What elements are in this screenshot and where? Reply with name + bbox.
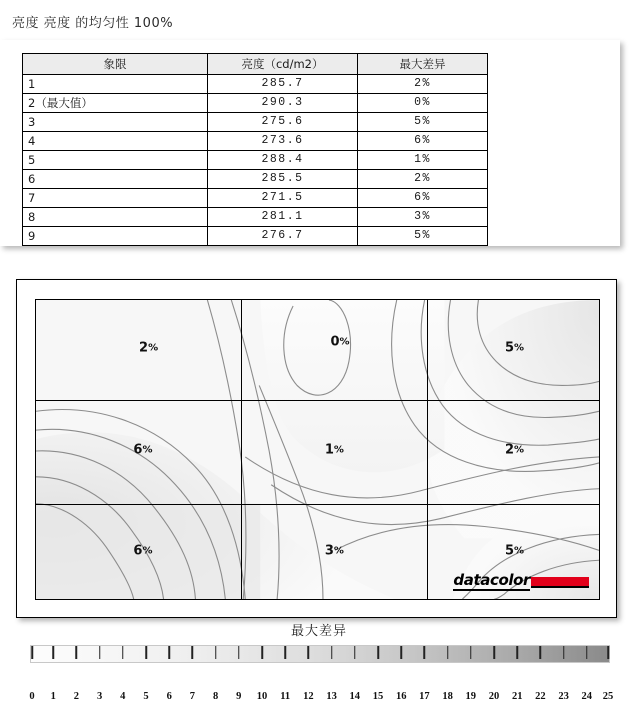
column-header-deviation: 最大差异 xyxy=(358,54,488,75)
table-row xyxy=(23,132,488,151)
legend-title: 最大差异 xyxy=(290,624,347,639)
legend-tick-mark xyxy=(215,646,217,659)
percent-sign: % xyxy=(514,342,525,354)
legend-gradient xyxy=(30,645,610,663)
quadrant-value: 3 xyxy=(324,543,334,559)
legend-tick-label: 21 xyxy=(511,691,523,702)
quadrant-value: 0 xyxy=(330,334,340,350)
legend-tick-mark xyxy=(192,646,194,659)
cell-luminance: 285.7 xyxy=(208,75,358,94)
cell-luminance: 288.4 xyxy=(208,151,358,170)
cell-luminance: 281.1 xyxy=(208,208,358,227)
percent-sign: % xyxy=(142,545,153,557)
legend-tick-mark xyxy=(31,646,33,659)
datacolor-red-bar xyxy=(531,577,589,588)
legend-tick-label: 8 xyxy=(212,691,219,702)
cell-deviation: 1% xyxy=(358,151,488,170)
quadrant-deviation-label xyxy=(139,340,158,355)
legend-tick-mark xyxy=(168,646,170,659)
legend-tick-mark xyxy=(516,646,518,659)
legend-tick-label: 11 xyxy=(280,691,291,702)
cell-luminance: 290.3 xyxy=(208,94,358,113)
legend-tick-mark xyxy=(400,646,402,659)
legend-tick-label: 16 xyxy=(395,691,407,702)
legend-tick-mark xyxy=(493,646,495,659)
legend-tick-label: 24 xyxy=(581,691,593,702)
legend-tick-mark xyxy=(52,646,54,659)
grid-line-vertical-1 xyxy=(241,300,242,599)
legend-tick-mark xyxy=(354,646,356,659)
legend-tick-label: 13 xyxy=(326,691,337,702)
legend-tick-label: 10 xyxy=(256,691,268,702)
legend-tick-mark xyxy=(540,646,542,659)
percent-sign: % xyxy=(514,444,525,455)
cell-luminance: 276.7 xyxy=(208,227,358,246)
table-header-row xyxy=(23,54,488,75)
legend-tick-label: 6 xyxy=(166,691,172,702)
legend-tick-label: 2 xyxy=(73,691,80,702)
table-row xyxy=(23,208,488,227)
legend-tick-mark xyxy=(331,646,333,659)
legend-tick-label: 5 xyxy=(143,691,149,702)
uniformity-table xyxy=(22,53,488,246)
quadrant-value: 2 xyxy=(139,340,149,356)
cell-luminance: 285.5 xyxy=(208,170,358,189)
colorbar-legend xyxy=(0,620,638,702)
percent-sign: % xyxy=(148,342,159,354)
legend-tick-mark xyxy=(238,646,240,659)
grid-line-horizontal-2 xyxy=(36,504,599,505)
percent-sign: % xyxy=(514,545,525,557)
grid-line-vertical-2 xyxy=(427,300,428,599)
legend-tick-label: 15 xyxy=(372,691,384,702)
legend-tick-label: 19 xyxy=(465,691,477,702)
percent-sign: % xyxy=(339,336,350,348)
cell-deviation: 6% xyxy=(358,132,488,151)
cell-quadrant: 1 xyxy=(23,75,208,94)
legend-tick-label: 23 xyxy=(558,691,569,702)
table-row xyxy=(23,94,488,113)
quadrant-value: 6 xyxy=(133,543,143,559)
cell-deviation: 2% xyxy=(358,75,488,94)
cell-quadrant: 3 xyxy=(23,113,208,132)
legend-tick-mark xyxy=(424,646,426,659)
quadrant-value: 2 xyxy=(505,442,515,457)
legend-tick-mark xyxy=(284,646,286,659)
contour-map xyxy=(35,299,600,600)
quadrant-deviation-label xyxy=(330,334,349,349)
table-body xyxy=(23,75,488,246)
table-row xyxy=(23,113,488,132)
legend-tick-label: 1 xyxy=(50,691,56,702)
percent-sign: % xyxy=(333,444,344,455)
quadrant-deviation-label xyxy=(325,544,344,559)
cell-quadrant: 7 xyxy=(23,189,208,208)
legend-tick-label: 4 xyxy=(120,691,126,702)
cell-deviation: 6% xyxy=(358,189,488,208)
cell-quadrant: 6 xyxy=(23,170,208,189)
legend-tick-label: 7 xyxy=(189,691,196,702)
quadrant-value: 1 xyxy=(324,442,334,457)
legend-tick-mark xyxy=(122,646,124,659)
legend-tick-mark xyxy=(145,646,147,659)
column-header-quadrant: 象限 xyxy=(23,54,208,75)
table-row xyxy=(23,170,488,189)
legend-tick-mark xyxy=(563,646,565,659)
quadrant-deviation-label xyxy=(505,442,524,457)
legend-tick-label: 22 xyxy=(535,691,546,702)
legend-tick-label: 9 xyxy=(236,691,242,702)
column-header-luminance: 亮度（cd/m2） xyxy=(208,54,358,75)
cell-quadrant: 8 xyxy=(23,208,208,227)
quadrant-deviation-label xyxy=(133,442,152,457)
percent-sign: % xyxy=(333,545,344,557)
legend-tick-label: 18 xyxy=(442,691,453,702)
cell-quadrant: 5 xyxy=(23,151,208,170)
table-row xyxy=(23,189,488,208)
legend-tick-mark xyxy=(261,646,263,659)
legend-tick-mark xyxy=(470,646,472,659)
page-title: 亮度 亮度 的均匀性 100% xyxy=(12,16,174,31)
legend-tick-mark xyxy=(76,646,78,659)
cell-deviation: 5% xyxy=(358,227,488,246)
cell-deviation: 3% xyxy=(358,208,488,227)
legend-tick-label: 20 xyxy=(488,691,500,702)
quadrant-value: 5 xyxy=(505,543,515,559)
table-row xyxy=(23,227,488,246)
cell-luminance: 271.5 xyxy=(208,189,358,208)
legend-tick-mark xyxy=(586,646,588,659)
cell-deviation: 5% xyxy=(358,113,488,132)
legend-tick-mark xyxy=(99,646,101,659)
percent-sign: % xyxy=(142,444,153,455)
legend-tick-label: 3 xyxy=(96,691,103,702)
cell-quadrant: 9 xyxy=(23,227,208,246)
cell-deviation: 2% xyxy=(358,170,488,189)
cell-luminance: 273.6 xyxy=(208,132,358,151)
legend-tick-label: 17 xyxy=(419,691,430,702)
legend-tick-label: 0 xyxy=(29,691,35,702)
cell-deviation: 0% xyxy=(358,94,488,113)
datacolor-logo xyxy=(453,573,589,591)
legend-tick-mark xyxy=(377,646,379,659)
legend-tick-mark xyxy=(447,646,449,659)
quadrant-deviation-label xyxy=(505,340,524,355)
quadrant-deviation-label xyxy=(133,544,152,559)
legend-tick-mark xyxy=(607,646,609,659)
quadrant-deviation-label xyxy=(325,442,344,457)
uniformity-map-panel xyxy=(16,279,617,618)
legend-bar xyxy=(29,645,614,702)
quadrant-value: 5 xyxy=(505,340,515,356)
legend-tick-label: 12 xyxy=(303,691,314,702)
datacolor-wordmark: datacolor xyxy=(453,571,530,589)
measurement-table-panel xyxy=(0,40,620,246)
cell-luminance: 275.6 xyxy=(208,113,358,132)
quadrant-value: 6 xyxy=(133,442,143,457)
legend-tick-mark xyxy=(308,646,310,659)
quadrant-deviation-label xyxy=(505,544,524,559)
grid-line-horizontal-1 xyxy=(36,400,599,401)
table-row xyxy=(23,75,488,94)
cell-quadrant: 2（最大值） xyxy=(23,94,208,113)
legend-tick-label: 14 xyxy=(349,691,361,702)
table-row xyxy=(23,151,488,170)
legend-tick-label: 25 xyxy=(602,691,614,702)
cell-quadrant: 4 xyxy=(23,132,208,151)
